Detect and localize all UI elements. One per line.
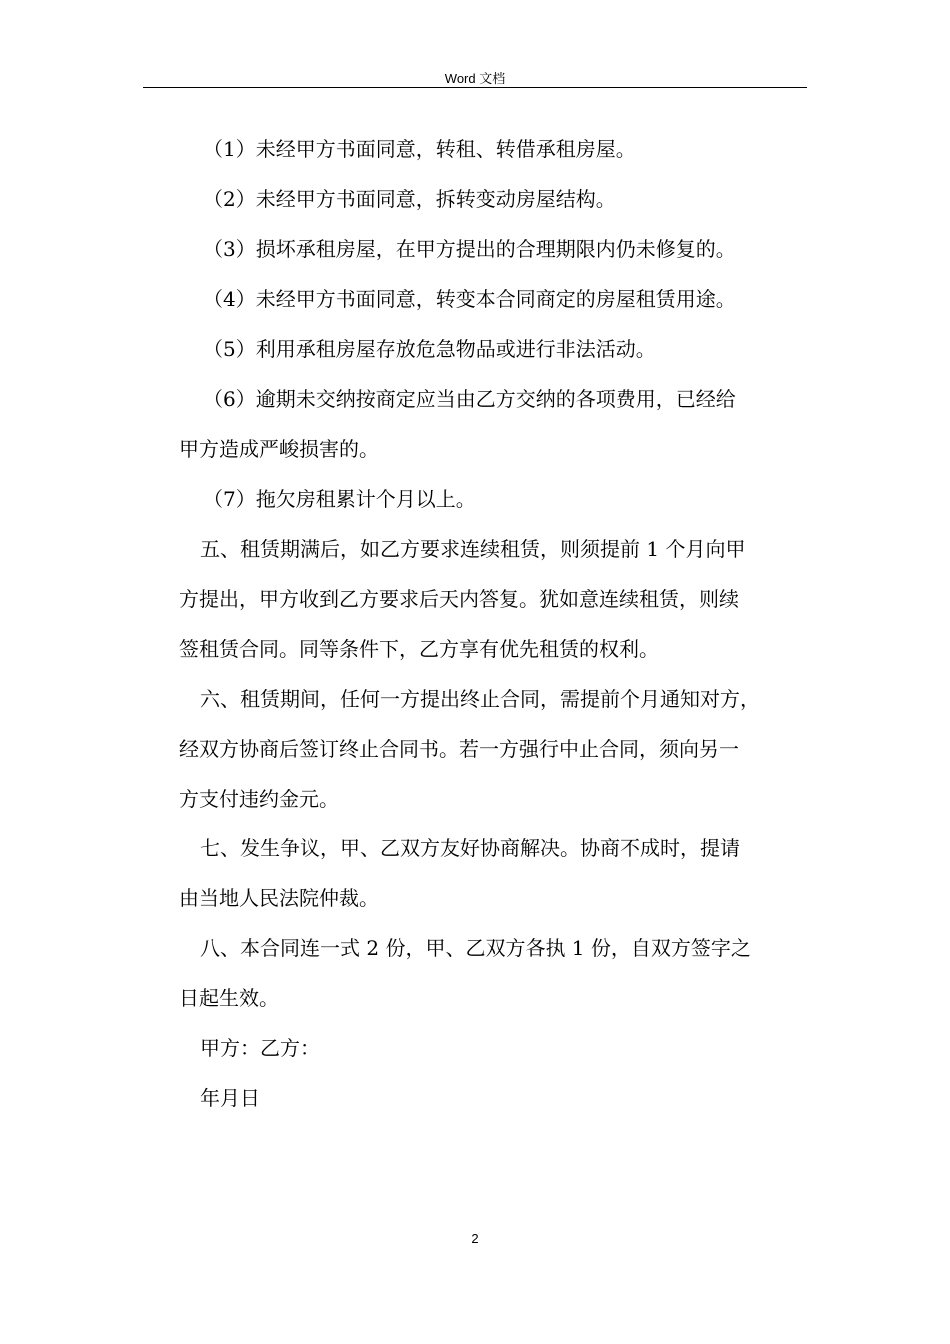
signature-date: 年月日 <box>200 1086 260 1110</box>
clause-line: 六、租赁期间，任何一方提出终止合同，需提前个月通知对方， <box>200 687 760 711</box>
clause-line: 七、发生争议，甲、乙双方友好协商解决。协商不成时，提请 <box>200 836 740 860</box>
clause-line: 日起生效。 <box>179 986 279 1010</box>
clause-line: 经双方协商后签订终止合同书。若一方强行中止合同，须向另一 <box>179 737 739 761</box>
clause-line: 由当地人民法院仲裁。 <box>179 886 379 910</box>
clause-line: （2）未经甲方书面同意，拆转变动房屋结构。 <box>203 187 616 211</box>
clause-line: 方提出，甲方收到乙方要求后天内答复。犹如意连续租赁，则续 <box>179 587 739 611</box>
clause-line: 签租赁合同。同等条件下，乙方享有优先租赁的权利。 <box>179 637 659 661</box>
signature-parties: 甲方：乙方： <box>200 1036 320 1060</box>
clause-line: （1）未经甲方书面同意，转租、转借承租房屋。 <box>203 137 636 161</box>
clause-line: （7）拖欠房租累计个月以上。 <box>203 487 476 511</box>
clause-line: （5）利用承租房屋存放危急物品或进行非法活动。 <box>203 337 656 361</box>
clause-line: 五、租赁期满后，如乙方要求连续租赁，则须提前 1 个月向甲 <box>200 537 746 561</box>
clause-line: （6）逾期未交纳按商定应当由乙方交纳的各项费用，已经给 <box>203 387 736 411</box>
clause-line: 八、本合同连一式 2 份，甲、乙双方各执 1 份，自双方签字之 <box>200 936 751 960</box>
clause-line: 甲方造成严峻损害的。 <box>179 437 379 461</box>
clause-line: 方支付违约金元。 <box>179 787 339 811</box>
clause-line: （3）损坏承租房屋，在甲方提出的合理期限内仍未修复的。 <box>203 237 736 261</box>
page-number: 2 <box>471 1231 479 1246</box>
header-divider <box>143 87 807 88</box>
clause-line: （4）未经甲方书面同意，转变本合同商定的房屋租赁用途。 <box>203 287 736 311</box>
document-header-title: Word 文档 <box>444 71 506 86</box>
